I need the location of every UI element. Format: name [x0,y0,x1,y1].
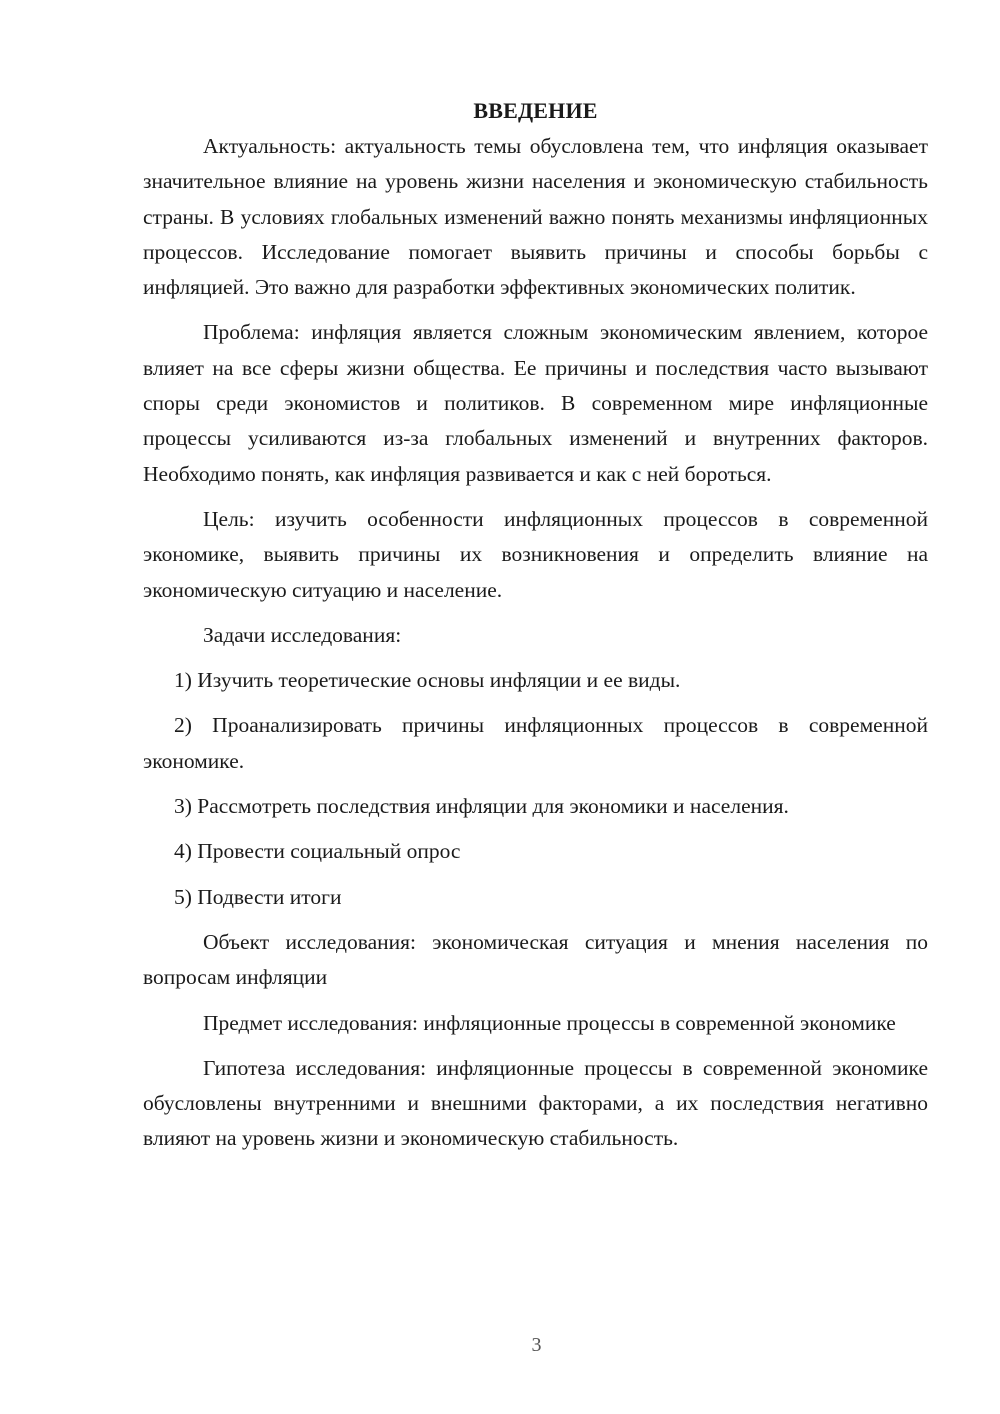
task-item-5: 5) Подвести итоги [174,884,342,909]
tasks-heading: Задачи исследования: [203,622,402,647]
page-number: 3 [531,1334,542,1356]
document-page [143,93,928,1167]
task-item-4: 4) Провести социальный опрос [174,839,461,864]
paragraph-object: Объект исследования: экономическая ситуация и мнения населения по вопросам инфляции [143,929,928,990]
paragraph-relevance: Актуальность: актуальность темы обусловлена тем, что инфляция оказывает значительное влияние на уровень жизни населения и экономическую стабильность страны. В условиях глобальных изменений важно понять механизмы инфляционных процессов. Исследование помогает выявить причины и способы борьбы с инфляцией. Это важно для разработки эффективных экономических политик. [143,134,928,300]
section-title: ВВЕДЕНИЕ [473,98,598,123]
paragraph-hypothesis: Гипотеза исследования: инфляционные процессы в современной экономике обусловлены внутренними и внешними факторами, а их последствия негативно влияют на уровень жизни и экономическую стабильность. [143,1055,928,1151]
task-item-2: 2) Проанализировать причины инфляционных процессов в современной экономике. [143,713,928,773]
paragraph-subject: Предмет исследования: инфляционные процессы в современной экономике [203,1010,896,1035]
paragraph-problem: Проблема: инфляция является сложным экономическим явлением, которое влияет на все сферы жизни общества. Ее причины и последствия часто вызывают споры среди экономистов и политиков. В современном мире инфляционные процессы усиливаются из-за глобальных изменений и внутренних факторов. Необходимо понять, как инфляция развивается и как с ней бороться. [143,320,928,486]
task-item-3: 3) Рассмотреть последствия инфляции для экономики и населения. [174,794,789,819]
paragraph-goal: Цель: изучить особенности инфляционных процессов в современной экономике, выявить причины их возникновения и определить влияние на экономическую ситуацию и население. [143,506,928,602]
task-item-1: 1) Изучить теоретические основы инфляции и ее виды. [174,668,681,693]
